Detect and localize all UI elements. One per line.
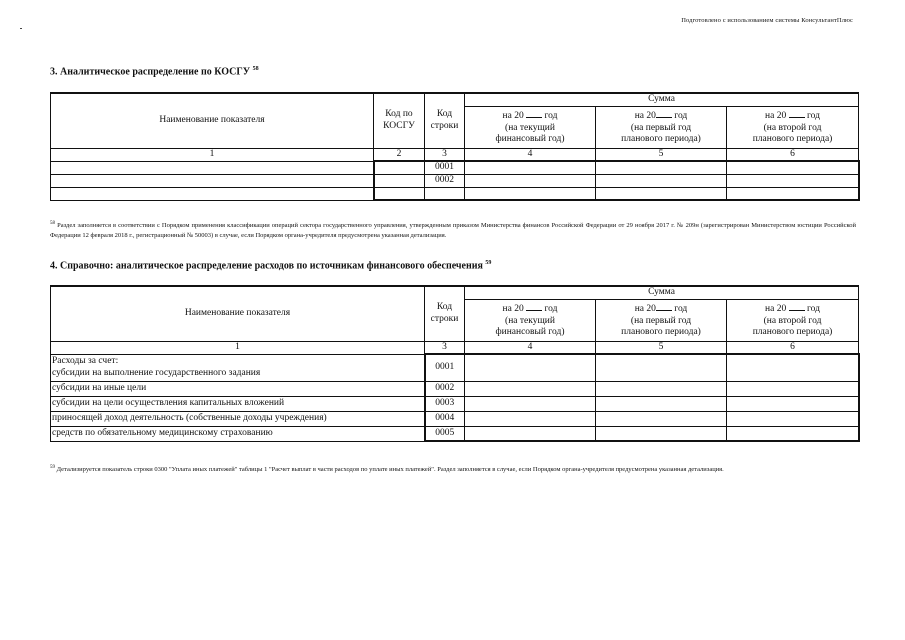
colnum: 2 bbox=[374, 148, 425, 161]
cell-year-plan1 bbox=[596, 426, 727, 441]
table-row bbox=[51, 354, 859, 381]
section3-title: 3. Аналитическое распределение по КОСГУ $^{58}$ bbox=[50, 66, 259, 78]
cell-year-current bbox=[465, 381, 596, 396]
cell-year-plan2 bbox=[727, 354, 859, 381]
header-row-code: Код строки bbox=[425, 93, 465, 148]
header-sum: Сумма bbox=[465, 286, 859, 299]
row-name: Расходы за счет: субсидии на выполнение государственного задания bbox=[51, 354, 425, 381]
header-year-plan2: на 20 год (на второй год планового периода) bbox=[727, 299, 859, 341]
colnum: 1 bbox=[51, 148, 374, 161]
row-name bbox=[51, 161, 374, 174]
colnum: 6 bbox=[727, 341, 859, 354]
colnum: 4 bbox=[465, 341, 596, 354]
table-row bbox=[51, 411, 859, 426]
cell-year-current bbox=[465, 187, 596, 200]
header-year-plan1: на 20 год (на первый год планового периода) bbox=[596, 299, 727, 341]
colnum: 1 bbox=[51, 341, 425, 354]
row-code: 0002 bbox=[425, 174, 465, 187]
table-row bbox=[51, 174, 859, 187]
header-row-code: Код строки bbox=[425, 286, 465, 341]
row-name: средств по обязательному медицинскому страхованию bbox=[51, 426, 425, 441]
cell-year-plan2 bbox=[727, 396, 859, 411]
cell-year-current bbox=[465, 174, 596, 187]
table-row bbox=[51, 187, 859, 200]
row-name bbox=[51, 174, 374, 187]
table-row bbox=[51, 381, 859, 396]
header-note: Подготовлено с использованием системы КонсультантПлюс bbox=[681, 17, 853, 24]
cell-year-plan1 bbox=[596, 187, 727, 200]
row-code: 0002 bbox=[425, 381, 465, 396]
colnum: 5 bbox=[596, 341, 727, 354]
colnum: 4 bbox=[465, 148, 596, 161]
cell-year-plan1 bbox=[596, 354, 727, 381]
header-sum: Сумма bbox=[465, 93, 859, 106]
scan-mark bbox=[20, 28, 22, 29]
cell-year-plan2 bbox=[727, 426, 859, 441]
cell-year-plan1 bbox=[596, 396, 727, 411]
header-year-current: на 20 год (на текущий финансовый год) bbox=[465, 299, 596, 341]
row-code bbox=[425, 187, 465, 200]
cell-year-plan1 bbox=[596, 174, 727, 187]
column-numbers-row bbox=[51, 148, 859, 161]
header-kosgu-code: Код по КОСГУ bbox=[374, 93, 425, 148]
row-kosgu bbox=[374, 187, 425, 200]
row-kosgu bbox=[374, 161, 425, 174]
cell-year-plan2 bbox=[727, 161, 859, 174]
colnum: 3 bbox=[425, 148, 465, 161]
footnote-59: $^{59}$ Детализируется показатель строки 0300 "Уплата иных платежей" таблицы 1 "Расчет выплат в части расходов по уплате иных платежей". Раздел заполняется в случае, если Порядком органа-учредителя предусмотрена указанная детализация. bbox=[50, 465, 724, 474]
table-row bbox=[51, 396, 859, 411]
cell-year-current bbox=[465, 161, 596, 174]
header-year-plan2: на 20 год (на второй год планового периода) bbox=[727, 106, 859, 148]
row-code: 0004 bbox=[425, 411, 465, 426]
cell-year-plan1 bbox=[596, 411, 727, 426]
cell-year-plan2 bbox=[727, 174, 859, 187]
row-code: 0003 bbox=[425, 396, 465, 411]
cell-year-current bbox=[465, 396, 596, 411]
cell-year-plan1 bbox=[596, 161, 727, 174]
section3-title-footnote-ref: 58 bbox=[252, 66, 259, 72]
section4-title: 4. Справочно: аналитическое распределение расходов по источникам финансового обеспечения $^{59}$ bbox=[50, 260, 492, 272]
row-name: субсидии на цели осуществления капитальных вложений bbox=[51, 396, 425, 411]
row-kosgu bbox=[374, 174, 425, 187]
table-row bbox=[51, 161, 859, 174]
row-name bbox=[51, 187, 374, 200]
row-name: субсидии на иные цели bbox=[51, 381, 425, 396]
section4-title-footnote-ref: 59 bbox=[485, 260, 492, 266]
colnum: 6 bbox=[727, 148, 859, 161]
footnote-58: $^{58}$ Раздел заполняется в соответствии с Порядком применения классификации операций сектора государственного управления, утвержденным приказом Министерства финансов Российской Федерации от 29 ноября 2017 г. № 209н (зарегистрирован Министерством юстиции Российской Федерации 12 февраля 2018 г., регистрационный № 50003) в случае, если Порядком органа-учредителя предусмотрена указанная детализация. bbox=[50, 221, 857, 240]
row-code: 0005 bbox=[425, 426, 465, 441]
column-numbers-row bbox=[51, 341, 859, 354]
cell-year-current bbox=[465, 411, 596, 426]
row-code: 0001 bbox=[425, 161, 465, 174]
cell-year-current bbox=[465, 354, 596, 381]
table-row bbox=[51, 426, 859, 441]
row-name: приносящей доход деятельность (собственные доходы учреждения) bbox=[51, 411, 425, 426]
cell-year-plan2 bbox=[727, 381, 859, 396]
header-name: Наименование показателя bbox=[51, 286, 425, 341]
header-name: Наименование показателя bbox=[51, 93, 374, 148]
cell-year-plan2 bbox=[727, 187, 859, 200]
cell-year-plan2 bbox=[727, 411, 859, 426]
funding-sources-table bbox=[50, 285, 860, 442]
row-code: 0001 bbox=[425, 354, 465, 381]
colnum: 3 bbox=[425, 341, 465, 354]
cell-year-current bbox=[465, 426, 596, 441]
header-year-current: на 20 год (на текущий финансовый год) bbox=[465, 106, 596, 148]
cell-year-plan1 bbox=[596, 381, 727, 396]
header-year-plan1: на 20 год (на первый год планового периода) bbox=[596, 106, 727, 148]
kosgu-table bbox=[50, 92, 860, 201]
colnum: 5 bbox=[596, 148, 727, 161]
